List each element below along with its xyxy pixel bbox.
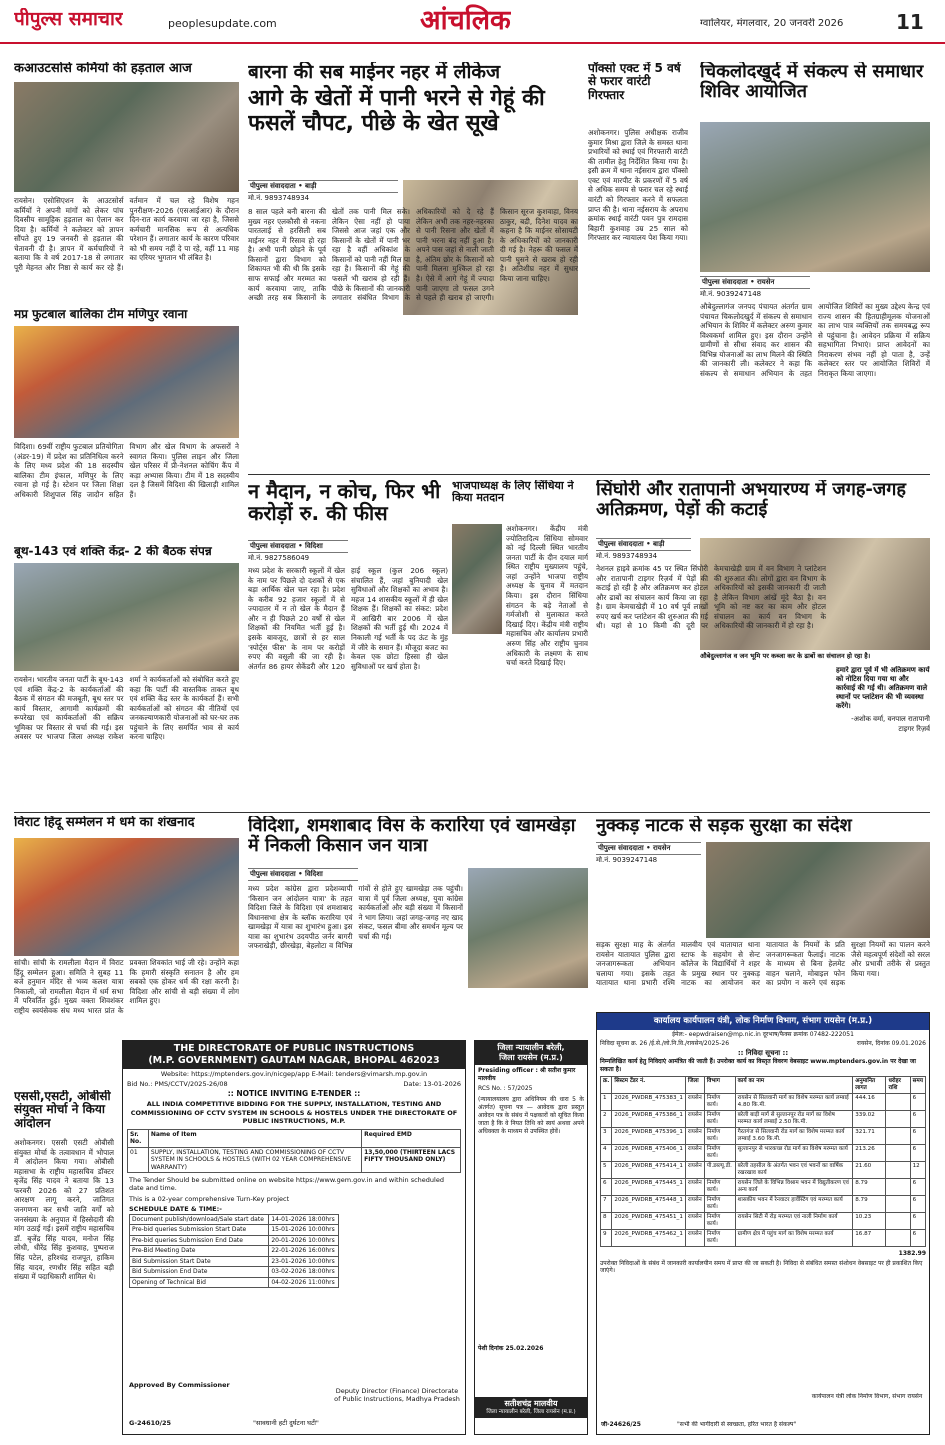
cell-dept: निर्माण कार्य।: [704, 1128, 735, 1145]
cell-dept: पी.डब्ल्यू.डी.: [704, 1162, 735, 1179]
reporter-mobile: मो.नं. 9039247148: [700, 290, 762, 298]
schedule-value: 23-01-2026 10:00hrs: [269, 1256, 339, 1267]
cell-time: 6: [910, 1213, 925, 1230]
schedule-label: Bid Submission End Date: [130, 1267, 269, 1278]
headline: चिकलोदखुर्द में संकल्प से समाधार शिविर आयोजित: [700, 62, 924, 103]
pwd-notice-head: :: निविदा सूचना ::: [737, 1048, 789, 1057]
cell-time: 6: [910, 1094, 925, 1111]
cell-district: रायसेन: [685, 1128, 704, 1145]
schedule-value: 22-01-2026 16:00hrs: [269, 1246, 339, 1257]
tender-note-1: The Tender Should be submitted online on website https://www.gem.gov.in and within scheduled date and time.: [129, 1176, 444, 1193]
tender-note-2: This is a 02-year comprehensive Turn-Key project: [129, 1194, 290, 1203]
cell-id: 2026_PWDRB_475445_1: [612, 1179, 685, 1196]
schedule-title: SCHEDULE DATE & TIME:-: [129, 1204, 222, 1213]
tender-date: Date: 13-01-2026: [403, 1079, 461, 1088]
reporter-mobile: मो.नं. 9893748934: [248, 194, 310, 202]
story-body: अशोकनगर। केंद्रीय मंत्री ज्योतिरादित्य सिंधिया सोमवार को नई दिल्ली स्थित भारतीय जनता पार्टी के दीन दयाल मार्ग स्थित राष्ट्रीय मुख्यालय पहुंचे, जहां उन्होंने भाजपा राष्ट्रीय अध्यक्ष के चुनाव में मतदान किया। इस दौरान सिंधिया संगठन के बड़े नेताओं से गर्मजोशी से मुलाकात करते दिखाई दिए। केंद्रीय मंत्री राष्ट्रीय महासचिव और कार्यालय प्रभारी अरुण सिंह और राष्ट्रीय चुनाव अधिकारी के लक्ष्मण के साथ चर्चा करते दिखाई दिए।: [506, 524, 588, 668]
byline: पीपुल्स संवाददाता • रायसेन: [596, 842, 701, 855]
tender-items-table: [127, 1129, 461, 1174]
quote-box: [836, 666, 930, 810]
story-sports-fees: [248, 480, 448, 810]
col-district: जिला: [685, 1077, 704, 1094]
tender-ref: G-24610/25: [129, 1419, 172, 1427]
story-body: औबेदुल्लागंज जनपद पंचायत अंतर्गत ग्राम पंचायत चिकलोदखुर्द में संकल्प से समाधान अभियान के शिविर में कलेक्टर अरुण कुमार विश्वकर्मा शामिल हुए। इस दौरान उन्होंने ग्रामीणों से सीधा संवाद कर शासन की विभिन्न योजनाओं का लाभ मिलने की स्थिति की जानकारी ली। कलेक्टर ने कहा कि संकल्प से समाधान अभियान के तहत आयोजित शिविरों का मुख्य उद्देश्य केन्द्र एवं राज्य शासन की हितग्राहीमूलक योजनाओं का लाभ पात्र व्यक्तियों तक समयबद्ध रूप से पहुंचाना है। आवेदन प्रक्रिया में सक्रिय सहभागिता निभाएं। प्राप्त आवेदनों का निराकरण संभव नहीं हो पाता है, उन्हें कलेक्टर स्तर पर आयोजित शिविरों में निराकृत किया जाएगा।: [700, 302, 930, 379]
table-row: [601, 1196, 926, 1213]
notice-title: :: NOTICE INVITING E-TENDER ::: [227, 1089, 361, 1098]
table-row: [130, 1214, 339, 1225]
tender-header: [123, 1041, 465, 1069]
schedule-value: 03-02-2026 18:00hrs: [269, 1267, 339, 1278]
cell-dept: निर्माण कार्य।: [704, 1230, 735, 1247]
story-body: मध्य प्रदेश के सरकारी स्कूलों में खेल के नाम पर पिछले दो दशकों से एक बड़ा आर्थिक खेल चल रहा है। प्रदेश के करीब 92 हजार स्कूलों में से ज्यादातर में न तो खेल के मैदान हैं और न ही पिछले 20 वर्षों से खेल शिक्षकों की नियमित भर्ती हुई है। इसके बावजूद, छात्रों से हर साल 'स्पोर्ट्स फीस' के नाम पर करोड़ों रुपए की वसूली की जा रही है। अंतर्गत 86 हायर सेकेंडरी और 120 हाई स्कूल (कुल 206 स्कूल) संचालित हैं, जहां बुनियादी खेल सुविधाओं और शिक्षकों का अभाव है। महज 14 शासकीय स्कूलों में ही खेल शिक्षक हैं। शिक्षकों का संकट: प्रदेश में आखिरी बार 2006 में खेल शिक्षकों की भर्ती हुई थी। 2024 में निकाली गई भर्ती के पद ऊंट के मुंह में जीरे के समान हैं। मौजूदा बजट का केवल एक छोटा हिस्सा ही खेल सुविधाओं पर खर्च होता है।: [248, 566, 448, 671]
schedule-value: 15-01-2026 10:00hrs: [269, 1225, 339, 1236]
col-time: समय: [910, 1077, 925, 1094]
headline: बूथ-143 एवं शक्ति केंद्र- 2 की बैठक संपन्न: [14, 545, 212, 558]
story-hindu-sammelan-body: सांची। सांची के रामलीला मैदान में विराट हिंदू सम्मेलन हुआ। समिति ने सुबह 11 बजे हनुमान मंदिर से भव्य कलश यात्रा निकाली, जो रामलीला मैदान में धर्म सभा में परिवर्तित हुई। मुख्य वक्ता शिवशंकर राष्ट्रीय स्वयंसेवक संघ मध्य भारत प्रांत के प्रवक्ता शिवकांत भाई जी रहे। उन्होंने कहा कि हमारी संस्कृति सनातन है और हम सबको एक होकर धर्म की रक्षा करनी है। विदिशा और सांची से बड़ी संख्या में लोग शामिल हुए।: [14, 958, 239, 1015]
cell-time: 6: [910, 1111, 925, 1128]
story-body: रायसेन। एसोसिएशन के आउटसोर्स कर्मियों ने अपनी मांगों को लेकर पांच दिवसीय सामूहिक हड़ताल का ऐलान कर दिया है। कर्मियों ने कलेक्टर को ज्ञापन सौंपते हुए 19 जनवरी से हड़ताल की चेतावनी दी है। ज्ञापन में कर्मचारियों ने बताया कि वे वर्ष 2017-18 से लगातार पूरी मेहनत और निष्ठा से कार्य कर रहे हैं। वर्तमान में चल रहे विशेष गहन पुनरीक्षण-2026 (एसआईआर) के दौरान दिन-रात कार्य करवाया जा रहा है, जिससे कर्मचारी मानसिक रूप से अत्यधिक परेशान हैं। लगातार कार्य के कारण परिवार को भी समय नहीं दे पा रहे, वहीं 11 माह का एरियर भुगतान भी लंबित है।: [14, 196, 239, 273]
story-sc-st-obc-morcha: [14, 1090, 114, 1432]
presiding-officer: Presiding officer : श्री सतीश कुमार मालवीय: [478, 1067, 576, 1082]
headline: न मैदान, न कोच, फिर भी करोड़ों रु. की फीस: [248, 480, 441, 526]
section-title: आंचलिक: [420, 5, 511, 36]
table-row: [128, 1147, 461, 1173]
page-number: 11: [896, 10, 924, 34]
cell-time: 6: [910, 1128, 925, 1145]
reporter-mobile: मो.नं. 9039247148: [596, 856, 658, 864]
cell-dept: निर्माण कार्य।: [704, 1179, 735, 1196]
cell-cost: 16.87: [853, 1230, 886, 1247]
tender-ref-row: [123, 1079, 465, 1089]
cell-work: गैरतगंज से सिलवानी रोड मार्ग का विशेष मरम्मत कार्य लम्बाई 3.60 कि.मी.: [735, 1128, 853, 1145]
pwd-ref: निविदा सूचना क्र. 26 /ई.से./लो.नि.वि./रायसेन/2025-26: [600, 1040, 730, 1048]
byline: पीपुल्स संवाददाता • रायसेन: [700, 276, 810, 289]
tender-signatory: Deputy Director (Finance) Directorate of Public Instructions, Madhya Pradesh: [334, 1387, 460, 1404]
cell-cost: 8.79: [853, 1179, 886, 1196]
cell-time: 6: [910, 1196, 925, 1213]
story-body: विदिशा। 69वीं राष्ट्रीय फुटबाल प्रतियोगिता (अंडर-19) में प्रदेश का प्रतिनिधित्व करने के लिए मध्य प्रदेश की 18 सदस्यीय बालिका टीम इंफाल, मणिपुर के लिए रवाना हो गई है। स्टेशन पर जिला शिक्षा अधिकारी शिशुपाल सिंह जादौन सहित विभाग और खेल विभाग के अफसरों ने स्वागत किया। पुलिस लाइन और जिला खेल परिसर में प्री-नेशनल कोचिंग कैंप में कड़ा अभ्यास किया। टीम में 18 सदस्यीय दल है जिसमें विदिशा की खिलाड़ी शामिल हैं।: [14, 442, 239, 499]
schedule-label: Opening of Technical Bid: [130, 1277, 269, 1288]
cell-work: रायसेन से सिलवानी मार्ग का विशेष मरम्मत कार्य लम्बाई 4.80 कि.मी.: [735, 1094, 853, 1111]
cell-id: 2026_PWDRB_475414_1: [612, 1162, 685, 1179]
schedule-label: Pre-bid queries Submission End Date: [130, 1235, 269, 1246]
headline: नुक्कड़ नाटक से सड़क सुरक्षा का संदेश: [596, 816, 852, 836]
brand-logo: [14, 8, 123, 32]
col-dept: विभाग: [704, 1077, 735, 1094]
headline: भाजपाध्यक्ष के लिए सिंधिया ने किया मतदान: [452, 480, 574, 505]
col-no: क्र.: [601, 1077, 612, 1094]
story-sankalp-camp: [700, 62, 930, 470]
cell-district: रायसेन: [685, 1213, 704, 1230]
schedule-table: [129, 1214, 339, 1289]
row-divider: [248, 474, 930, 475]
seal-sub: जिला न्यायालीन बरेली, जिला रायसेन (म.प्र.): [486, 1409, 576, 1415]
item-name: SUPPLY, INSTALLATION, TESTING AND COMMISSIONING OF CCTV SYSTEM IN SCHOOLS & HOSTELS (WITH 02 YEAR COMPREHENSIVE WARRANTY): [148, 1147, 361, 1173]
tender-footer: "सावधानी हटी दुर्घटना घटी": [253, 1419, 319, 1427]
cell-id: 2026_PWDRB_475462_1: [612, 1230, 685, 1247]
cell-work: शासकीय भवन में रेनवाटर हार्वेस्टिंग एवं मरम्मत कार्य: [735, 1196, 853, 1213]
court-seal: [475, 1397, 587, 1418]
tender-title-1: THE DIRECTORATE OF PUBLIC INSTRUCTIONS: [173, 1043, 415, 1054]
story-body: सड़क सुरक्षा माह के अंतर्गत रायसेन यातायात पुलिस द्वारा जनजागरूकता अभियान चलाया गया। इसके तहत यातायात थाना प्रभारी रश्मि मालवीय एवं यातायात थाना स्टाफ के सहयोग से सेन्ट कॉलेज के विद्यार्थियों ने शहर के प्रमुख स्थान पर नुक्कड़ नाटक का आयोजन कर यातायात के नियमों के प्रति जनजागरूकता फैलाई। नाटक के माध्यम से बिना हेलमेट वाहन चलाने, मोबाइल फोन का प्रयोग न करने एवं सड़क सुरक्षा नियमों का पालन करने जैसे महत्वपूर्ण संदेशों को सरल और प्रभावी तरीके से प्रस्तुत किया गया।: [596, 940, 930, 988]
story-photo: [14, 563, 239, 671]
cell-work: बरेली तहसील के अंतर्गत भवन एवं भवनों का वार्षिक रखरखाव कार्य: [735, 1162, 853, 1179]
table-row: [130, 1256, 339, 1267]
cell-dept: निर्माण कार्य।: [704, 1111, 735, 1128]
tender-intro: ALL INDIA COMPETITIVE BIDDING FOR THE SUPPLY, INSTALLATION, TESTING AND COMMISSIONING OF CCTV SYSTEM IN SCHOOLS & HOSTELS UNDER THE DIRECTORATE OF PUBLIC INSTRUCTIONS, M.P.: [130, 1100, 458, 1125]
site-url[interactable]: peoplesupdate.com: [168, 17, 277, 30]
court-body: (न्यायालयालय द्वारा अधिनियम की धारा 5 के अंतर्गत) सूचना पत्र — आवेदक द्वारा प्रस्तुत आवेदन पत्र के संबंध में पक्षकारों को सूचित किया जाता है कि वे नियत तिथि को स्वयं अथवा अपने अधिवक्ता के माध्यम से उपस्थित होवें।: [478, 1095, 584, 1135]
story-photo: [14, 838, 239, 956]
item-emd: 13,50,000 (THIRTEEN LACS FIFTY THOUSAND ONLY): [362, 1147, 461, 1173]
court-notice: [474, 1040, 588, 1435]
tender-dpi: [122, 1040, 466, 1435]
item-no: 01: [128, 1147, 149, 1173]
headline: बारना की सब माईनर नहर में लीकेज: [248, 62, 501, 83]
cell-work: ग्रामीण क्षेत्र में पहुंच मार्ग का विशेष मरम्मत कार्य: [735, 1230, 853, 1247]
cell-id: 2026_PWDRB_475386_1: [612, 1111, 685, 1128]
court-title-2: जिला रायसेन (म.प्र.): [475, 1053, 587, 1065]
pwd-email: ईमेल:- eepwdraisen@mp.nic.in दूरभाष/फैक्स क्रमांक 07482-222051: [672, 1030, 854, 1038]
table-row: [601, 1128, 926, 1145]
story-body: अशोकनगर। एससी एसटी ओबीसी संयुक्त मोर्चा के तत्वावधान में भोपाल में आंदोलन किया गया। ओबीसी महासभा के राष्ट्रीय महासचिव डॉक्टर बृजेंद्र सिंह यादव ने बताया कि 13 फरवरी 2026 को 27 प्रतिशत आरक्षण लागू करने, जातिगत जनगणना कर सभी जाति वर्गों को जनसंख्या के अनुपात में हिस्सेदारी की मांग उठाई गई। इसमें राष्ट्रीय महासचिव डॉ. बृजेंद्र सिंह यादव, मनोज सिंह लोधी, धीरेंद्र सिंह कुशवाह, पुष्पराज सिंह पटेल, हरिश्चंद्र राजपूत, हाकिम सिंह यादव, रणधीर सिंह सहित बड़ी संख्या में पदाधिकारी शामिल थे।: [14, 1138, 114, 1282]
cell-id: 2026_PWDRB_475406_1: [612, 1145, 685, 1162]
cell-cost: 8.79: [853, 1196, 886, 1213]
story-pocso-arrest: [588, 62, 688, 470]
bid-number: Bid No.: PMS/CCTV/2025-26/08: [127, 1079, 228, 1088]
story-photo: [14, 326, 239, 438]
cell-cost: 339.02: [853, 1111, 886, 1128]
headline: विराट हिंदू सम्मेलन में धर्म का शंखनाद: [14, 816, 195, 830]
schedule-value: 04-02-2026 11:00hrs: [269, 1277, 339, 1288]
cell-district: रायसेन: [685, 1179, 704, 1196]
cell-time: 6: [910, 1230, 925, 1247]
table-row: [130, 1277, 339, 1288]
tender-pwd: [596, 1012, 930, 1435]
col-item: Name of Item: [148, 1129, 361, 1147]
pwd-total-row: [597, 1249, 929, 1259]
cell-dept: निर्माण कार्य।: [704, 1145, 735, 1162]
cell-district: रायसेन: [685, 1094, 704, 1111]
story-photo: [468, 868, 588, 988]
cell-district: रायसेन: [685, 1111, 704, 1128]
cell-work: रायसेन सिटी में रोड़ मरम्मत एवं नाली निर्माण कार्य: [735, 1213, 853, 1230]
story-photo: [452, 524, 502, 634]
cell-deposit: [886, 1179, 910, 1196]
schedule-label: Pre-Bid Meeting Date: [130, 1246, 269, 1257]
schedule-label: Pre-bid queries Submission Start Date: [130, 1225, 269, 1236]
story-encroachment: [596, 480, 930, 810]
cell-no: 3: [601, 1128, 612, 1145]
pwd-total: 1382.99: [898, 1250, 926, 1258]
story-outsource-strike: [14, 62, 239, 302]
cell-time: 6: [910, 1179, 925, 1196]
cell-deposit: [886, 1128, 910, 1145]
pwd-ref-row: [597, 1039, 929, 1049]
cell-deposit: [886, 1196, 910, 1213]
cell-district: रायसेन: [685, 1230, 704, 1247]
col-sr: Sr. No.: [128, 1129, 149, 1147]
story-kisan-yatra: [248, 816, 588, 1036]
dateline: ग्वालियर, मंगलवार, 20 जनवरी 2026: [700, 18, 844, 29]
story-football-team: [14, 308, 239, 538]
pwd-title: कार्यालय कार्यपालन यंत्री, लोक निर्माण विभाग, संभाग रायसेन (म.प्र.): [597, 1013, 929, 1030]
headline: विदिशा, शमशाबाद विस के करारिया एवं खामखेड़ा में निकली किसान जन यात्रा: [248, 816, 576, 857]
cell-id: 2026_PWDRB_475383_1: [612, 1094, 685, 1111]
table-row: [601, 1162, 926, 1179]
byline: पीपुल्स संवाददाता • बाड़ी: [248, 180, 398, 193]
story-photo: [14, 82, 239, 192]
schedule-value: 20-01-2026 10:00hrs: [269, 1235, 339, 1246]
headline: एससी,एसटी, ओबीसी संयुक्त मोर्चा ने किया आंदोलन: [14, 1090, 111, 1130]
byline: पीपुल्स संवाददाता • बाड़ी: [596, 538, 691, 551]
cell-deposit: [886, 1145, 910, 1162]
cell-district: रायसेन: [685, 1162, 704, 1179]
cell-id: 2026_PWDRB_475396_1: [612, 1128, 685, 1145]
schedule-label: Bid Submission Start Date: [130, 1256, 269, 1267]
cell-id: 2026_PWDRB_475448_1: [612, 1196, 685, 1213]
story-booth-meeting: [14, 545, 239, 803]
headline: मप्र फुटबाल बालिका टीम मणिपुर रवाना: [14, 308, 188, 321]
col-cost: अनुमानित लागत: [853, 1077, 886, 1094]
brand-name: पीपुल्स समाचार: [14, 8, 123, 30]
cell-district: रायसेन: [685, 1196, 704, 1213]
cell-no: 5: [601, 1162, 612, 1179]
cell-deposit: [886, 1111, 910, 1128]
cell-district: रायसेन: [685, 1145, 704, 1162]
col-emd: Required EMD: [362, 1129, 461, 1147]
story-scindia-vote: [452, 480, 588, 810]
tender-title-2: (M.P. GOVERNMENT) GAUTAM NAGAR, BHOPAL 462023: [148, 1054, 440, 1066]
tender-website[interactable]: Website: https://mptenders.gov.in/nicgep/app E-Mail: tenders@vimarsh.mp.gov.in: [160, 1069, 428, 1078]
story-hindu-sammelan: [14, 816, 239, 956]
headline: सिंघोरी और रातापानी अभयारण्य में जगह-जगह अतिक्रमण, पेड़ों की कटाई: [596, 480, 906, 521]
cell-work: बरेली बाड़ी मार्ग से सुल्तानपुर रोड मार्ग का विशेष मरम्मत कार्य लम्बाई 2.50 कि.मी.: [735, 1111, 853, 1128]
subheadline: आगे के खेतों में पानी भरने से गेहूं की फसलें चौपट, पीछे के खेत सूखे: [248, 86, 545, 136]
table-row: [130, 1225, 339, 1236]
cell-deposit: [886, 1213, 910, 1230]
story-photo: [700, 122, 930, 272]
schedule-label: Document publish/download/Sale start date: [130, 1214, 269, 1225]
table-row: [601, 1230, 926, 1247]
story-canal-leak: [248, 62, 578, 470]
pwd-intro: निम्नलिखित कार्य हेतु निविदाएं आमंत्रित की जाती हैं। उपरोक्त कार्य का विस्तृत विवरण वेबसाइट www.mptenders.gov.in पर देखा जा सकता है।: [600, 1058, 916, 1073]
cell-no: 4: [601, 1145, 612, 1162]
reporter-mobile: मो.नं. 9893748934: [596, 552, 658, 560]
case-number: RCS No. : 57/2025: [478, 1085, 533, 1092]
table-header: [601, 1077, 926, 1094]
cell-time: 12: [910, 1162, 925, 1179]
pwd-ref-date: रायसेन, दिनांक 09.01.2026: [856, 1040, 926, 1048]
row-divider: [14, 812, 930, 813]
table-row: [601, 1213, 926, 1230]
cell-no: 8: [601, 1213, 612, 1230]
cell-cost: 444.16: [853, 1094, 886, 1111]
byline: पीपुल्स संवाददाता • विदिशा: [248, 868, 358, 881]
cell-deposit: [886, 1230, 910, 1247]
table-row: [601, 1179, 926, 1196]
col-work: कार्य का नाम: [735, 1077, 853, 1094]
court-title-1: जिला न्यायालीन बरेली,: [475, 1041, 587, 1053]
table-header: [128, 1129, 461, 1147]
story-body: रायसेन। भारतीय जनता पार्टी के बूथ-143 एवं शक्ति केंद्र-2 के कार्यकर्ताओं की बैठक में संगठन की मजबूती, बूथ स्तर पर कार्य विस्तार, आगामी कार्यक्रमों की रूपरेखा एवं कार्यकर्ताओं की सक्रिय भूमिका पर विस्तार से चर्चा की गई। इस अवसर पर भाजपा जिला अध्यक्ष राकेश शर्मा ने कार्यकर्ताओं को संबोधित करते हुए कहा कि पार्टी की वास्तविक ताकत बूथ एवं शक्ति केंद्र स्तर के कार्यकर्ता हैं। सभी कार्यकर्ताओं को संगठन की नीतियों एवं जनकल्याणकारी योजनाओं को घर-घर तक पहुंचाने के लिए समर्पित भाव से कार्य करना चाहिए।: [14, 675, 239, 742]
photo-caption: औबेदुल्लागंज व जन भूमि पर कब्जा कर के ढाबों का संचालन हो रहा है।: [700, 652, 871, 660]
cell-no: 6: [601, 1179, 612, 1196]
story-body: अशोकनगर। पुलिस अधीक्षक राजीव कुमार मिश्रा द्वारा जिले के समस्त थाना प्रभारियों को स्थाई एवं गिरफ्तारी वारंटी की तामील हेतु निर्देशित किया गया है। इसी क्रम में थाना नईसराय द्वारा पॉक्सो एक्ट एवं मारपीट के प्रकरणों में 5 वर्ष से अधिक समय से फरार चल रहे स्थाई वारंटी को गिरफ्तार करने में सफलता प्राप्त की है। थाना नईसराय के अपराध क्रमांक स्थाई वारंटी पवन पुत्र रामदास बिहारी कुशवाह उम्र 25 साल को गिरफ्तार कर न्यायालय पेश किया गया।: [588, 128, 688, 243]
table-row: [601, 1094, 926, 1111]
cell-time: 6: [910, 1145, 925, 1162]
headline: कआउटसोर्स कर्मियों की हड़ताल आज: [14, 62, 192, 76]
cell-cost: 10.23: [853, 1213, 886, 1230]
masthead: [0, 0, 945, 44]
cell-dept: निर्माण कार्य।: [704, 1213, 735, 1230]
cell-cost: 321.71: [853, 1128, 886, 1145]
cell-dept: निर्माण कार्य।: [704, 1196, 735, 1213]
cell-dept: निर्माण कार्य।: [704, 1094, 735, 1111]
pwd-slogan: "सभी की भागीदारी से स्वच्छता, हरित भारत है संकल्प": [677, 1421, 797, 1428]
col-deposit: धरोहर राशि: [886, 1077, 910, 1094]
cell-no: 1: [601, 1094, 612, 1111]
pwd-works-table: [600, 1076, 926, 1247]
story-body: नेशनल हाइवे क्रमांक 45 पर स्थित सिंघोरी और रातापानी टाइगर रिज़र्व में पेड़ों की कटाई हो रही है और अतिक्रमण कर होटल और ढाबों का संचालन कार्य किया जा रहा है। ग्राम केमचाखेड़ी में 10 वर्ष पूर्व लाखों रुपए खर्च कर प्लांटेशन की शुरुआत की गई थी। यहां से 10 किमी की दूरी पर केमचाखेड़ी ग्राम में वन विभाग ने प्लांटेशन की शुरुआत की। लोगों द्वारा वन विभाग के अधिकारियों को इसकी जानकारी दी जाती है लेकिन विभाग आंखें मूंदे बैठा है। वन भूमि को नष्ट कर का काम और होटल संचालन का कार्य वन विभाग के अधिकारियों की जानकारी में हो रहा है।: [596, 564, 826, 631]
story-body: 8 साल पहले बनी बारना की मुख्य नहर एलकौसी से नकना पारतलाई से हरसिली सब माईनर नहर में रिसाव हो रहा है। अभी पानी छोड़ने के पूर्व किसानों द्वारा विभाग को शिकायत भी की थी कि इसके साफ सफाई और मरम्मत का कार्य करवाया जाए, ताकि अच्छी तरह सब किसानों के खेतों तक पानी मिल सके। लेकिन ऐसा नहीं हो पाया जिससे आज जहां एक और किसानों के खेतों में पानी भर रहा है वहीं अधिकांश के किसानों को पानी नहीं मिल पा रहा है। किसानों की गेहूं की फसलें भी खराब हो रही हैं। पीछे के किसानों की जानकारी लगातार संबंधित विभाग के अधिकारियों को दे रहे हैं लेकिन अभी तक नहर-नहरका से पानी रिसना और खेतों में पानी भरना बंद नहीं हुआ है। अपने पास जहां से नाली जाती है, अंतिम छोर के किसानों को पानी मिलना मुश्किल हो रहा है। ऐसे में आगे गेहूं में ज्यादा पानी जाएगा तो फसल उगने से पहले ही खराब हो जाएगी। किसान सूरज कुशवाहा, विनय ठाकुर, बद्री, दिनेश यादव का कहना है कि माईनर सोसायटी के अधिकारियों को जानकारी दी गई है। नेहरू की फसल में पानी घुसने से खराब हो रही है। अतिशीघ्र नहर में सुधार किया जाना चाहिए।: [248, 207, 578, 303]
cell-no: 9: [601, 1230, 612, 1247]
story-photo: [706, 842, 930, 938]
cell-no: 2: [601, 1111, 612, 1128]
story-body: मध्य प्रदेश कांग्रेस द्वारा प्रदेशव्यापी 'किसान जन आंदोलन यात्रा' के तहत विदिशा जिले के विदिशा एवं शमशाबाद विधानसभा क्षेत्र के ब्लॉक करारिया एवं खामखेड़ा में यात्रा का शुभारंभ हुआ। इस यात्रा का शुभारंभ उदयपीठ जर्नर बागरी जफराखेड़ी, छीरखेड़ा, बेहलोटा व विभिन्न गांवों से होते हुए खामखेड़ा तक पहुंची। यात्रा में पूर्व जिला अध्यक्ष, युवा कांग्रेस कार्यकर्ताओं और बड़ी संख्या में किसानों ने भाग लिया। जहां जगह-जगह नए खाद संकट, फसल बीमा और समर्थन मूल्य पर चर्चा की गई।: [248, 884, 463, 951]
cell-work: रायसेन जिले के विभिन्न विश्राम भवन में विद्युतीकरण एवं अन्य कार्य: [735, 1179, 853, 1196]
table-row: [130, 1246, 339, 1257]
table-row: [601, 1145, 926, 1162]
cell-deposit: [886, 1094, 910, 1111]
cell-id: 2026_PWDRB_475451_1: [612, 1213, 685, 1230]
table-row: [130, 1235, 339, 1246]
table-row: [130, 1267, 339, 1278]
headline: पॉक्सो एक्ट में 5 वर्ष से फरार वारंटी गिरफ्तार: [588, 62, 681, 102]
cell-work: सुल्तानपुर से भारकच्छ रोड मार्ग का विशेष मरम्मत कार्य: [735, 1145, 853, 1162]
quote-text: हमारे द्वारा पूर्व में भी अतिक्रमण कार्य को नोटिस दिया गया था और कार्रवाई की गई थी। अतिक्रमण वाले स्थानों पर प्लांटेशन की भी व्यवस्था करेंगे।: [836, 666, 930, 711]
schedule-value: 14-01-2026 18:00hrs: [269, 1214, 339, 1225]
story-road-safety: [596, 816, 930, 1008]
pwd-ref2: जी-24626/25: [601, 1421, 641, 1428]
byline: पीपुल्स संवाददाता • विदिशा: [248, 540, 348, 553]
pwd-footer-note: उपरोक्त निविदाओं के संबंध में जानकारी कार्यालयीन समय में प्राप्त की जा सकती है। निविदा से संबंधित समस्त संशोधन वेबसाइट पर ही प्रकाशित किए जाएंगे।: [600, 1259, 923, 1275]
quote-author: -अशोक वर्मा, वनपाल रातापानी टाइगर रिज़र्व: [851, 715, 930, 733]
approved-by: Approved By Commissioner: [129, 1381, 230, 1389]
cell-cost: 213.26: [853, 1145, 886, 1162]
table-row: [601, 1111, 926, 1128]
pwd-signatory: कार्यपालन यंत्री लोक निर्माण विभाग, संभाग रायसेन: [811, 1393, 923, 1400]
next-date: पेशी दिनांक 25.02.2026: [478, 1344, 544, 1352]
seal-name: सतीशचंद्र मालवीय: [504, 1399, 558, 1408]
cell-deposit: [886, 1162, 910, 1179]
cell-no: 7: [601, 1196, 612, 1213]
cell-cost: 21.60: [853, 1162, 886, 1179]
col-id: सिस्टम टेंडर नं.: [612, 1077, 685, 1094]
reporter-mobile: मो.नं. 9827586049: [248, 554, 310, 562]
